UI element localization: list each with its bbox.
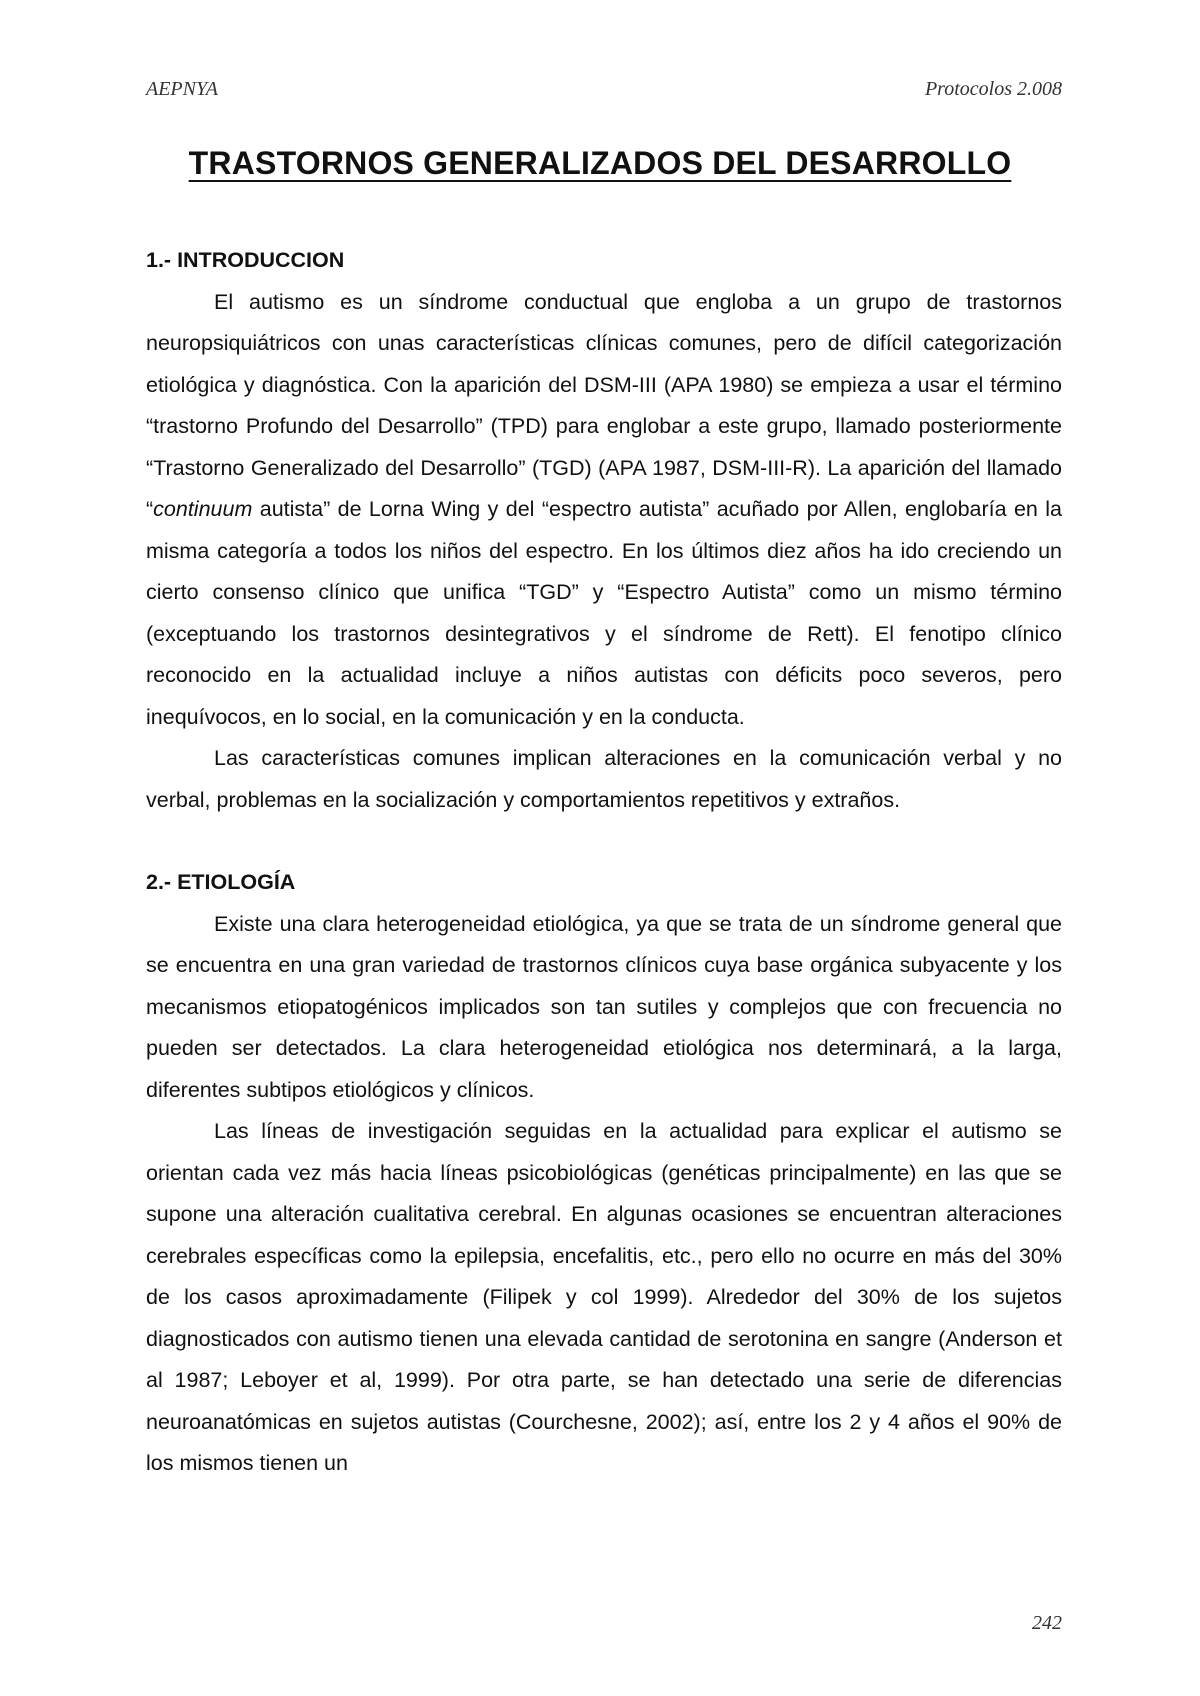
running-header [146, 78, 1062, 108]
header-org: AEPNYA [146, 78, 218, 100]
paragraph [146, 282, 1062, 739]
section-heading: 1.- INTRODUCCION [146, 248, 345, 272]
paragraph: Existe una clara heterogeneidad etiológica, ya que se trata de un síndrome general que se encuentra en una gran variedad de trastornos clínicos cuya base orgánica subyacente y los mecanismos etiopatogénicos implicados son tan sutiles y complejos que con frecuencia no pueden ser detectados. La clara heterogeneidad etiológica nos determinará, a la larga, diferentes subtipos etiológicos y clínicos. [146, 911, 1062, 1102]
section-spacer [146, 821, 1062, 862]
page-number: 242 [1032, 1612, 1062, 1634]
section-etiologia [146, 862, 1062, 1485]
document-title: TRASTORNOS GENERALIZADOS DEL DESARROLLO [188, 145, 1012, 181]
paragraph: Las líneas de investigación seguidas en la actualidad para explicar el autismo se orientan cada vez más hacia líneas psicobiológicas (genéticas principalmente) en las que se supone una alteración cualitativa cerebral. En algunas ocasiones se encuentran alteraciones cerebrales específicas como la epilepsia, encefalitis, etc., pero ello no ocurre en más del 30% de los casos aproximadamente (Filipek y col 1999). Alrededor del 30% de los sujetos diagnosticados con autismo tienen una elevada cantidad de serotonina en sangre (Anderson et al 1987; Leboyer et al, 1999). Por otra parte, se han detectado una serie de diferencias neuroanatómicas en sujetos autistas (Courchesne, 2002); así, entre los 2 y 4 años el 90% de los mismos tienen un [146, 1119, 1062, 1475]
document-body [146, 240, 1062, 1485]
section-heading: 2.- ETIOLOGÍA [146, 870, 296, 894]
paragraph-text: autista” de Lorna Wing y del “espectro autista” acuñado por Allen, englobaría en la misma categoría a todos los niños del espectro. En los últimos diez años ha ido creciendo un cierto consenso clínico que unifica “TGD” y “Espectro Autista” como un mismo término (exceptuando los trastornos desintegrativos y el síndrome de Rett). El fenotipo clínico reconocido en la actualidad incluye a niños autistas con déficits poco severos, pero inequívocos, en lo social, en la comunicación y en la conducta. [146, 497, 1062, 729]
section-introduccion [146, 240, 1062, 821]
header-edition: Protocolos 2.008 [924, 78, 1062, 100]
emphasis-text: continuum [153, 497, 253, 521]
paragraph: Las características comunes implican alteraciones en la comunicación verbal y no verbal, problemas en la socialización y comportamientos repetitivos y extraños. [146, 746, 1062, 812]
paragraph-text: El autismo es un síndrome conductual que engloba a un grupo de trastornos neuropsiquiátricos con unas características clínicas comunes, pero de difícil categorización etiológica y diagnóstica. Con la aparición del DSM-III (APA 1980) se empieza a usar el término “trastorno Profundo del Desarrollo” (TPD) para englobar a este grupo, llamado posteriormente “Trastorno Generalizado del Desarrollo” (TGD) (APA 1987, DSM-III-R). La aparición del llamado “ [146, 289, 1062, 521]
